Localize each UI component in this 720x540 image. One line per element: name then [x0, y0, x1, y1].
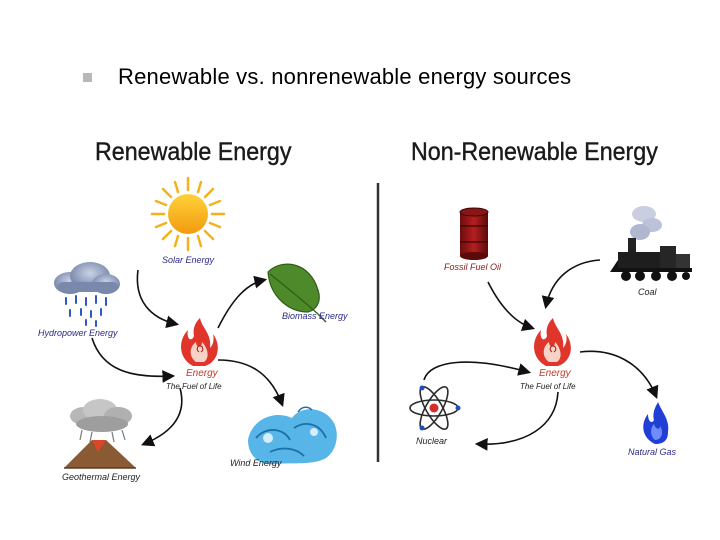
renewable-title: Renewable Energy — [95, 138, 292, 166]
nonrenewable-center-sublabel: The Fuel of Life — [520, 382, 576, 391]
volcano-icon — [64, 399, 136, 468]
steam-locomotive-icon — [610, 206, 692, 281]
sun-icon — [152, 178, 224, 250]
renewable-center-energy-label: Energy — [186, 368, 218, 379]
rain-cloud-icon — [54, 262, 120, 326]
nonrenewable-energy-flame-icon — [534, 318, 571, 366]
renewable-center-sublabel: The Fuel of Life — [166, 382, 222, 391]
wind-waves-icon — [248, 407, 337, 464]
nonrenewable-title: Non-Renewable Energy — [411, 138, 658, 166]
bullet-text: Renewable vs. nonrenewable energy sources — [118, 64, 572, 89]
nuclear-label: Nuclear — [416, 436, 448, 446]
hydropower-energy-label: Hydropower Energy — [38, 328, 118, 338]
wind-energy-label: Wind Energy — [230, 458, 282, 468]
solar-energy-label: Solar Energy — [162, 255, 215, 265]
coal-label: Coal — [638, 287, 657, 297]
oil-barrel-icon — [460, 208, 488, 260]
gas-flame-icon — [643, 402, 668, 444]
nonrenewable-center-energy-label: Energy — [539, 368, 571, 379]
fossil-fuel-oil-label: Fossil Fuel Oil — [444, 262, 502, 272]
renewable-energy-flame-icon — [181, 318, 218, 366]
natural-gas-label: Natural Gas — [628, 447, 677, 457]
atom-icon — [410, 383, 461, 433]
biomass-energy-label: Biomass Energy — [282, 311, 348, 321]
geothermal-energy-label: Geothermal Energy — [62, 472, 141, 482]
